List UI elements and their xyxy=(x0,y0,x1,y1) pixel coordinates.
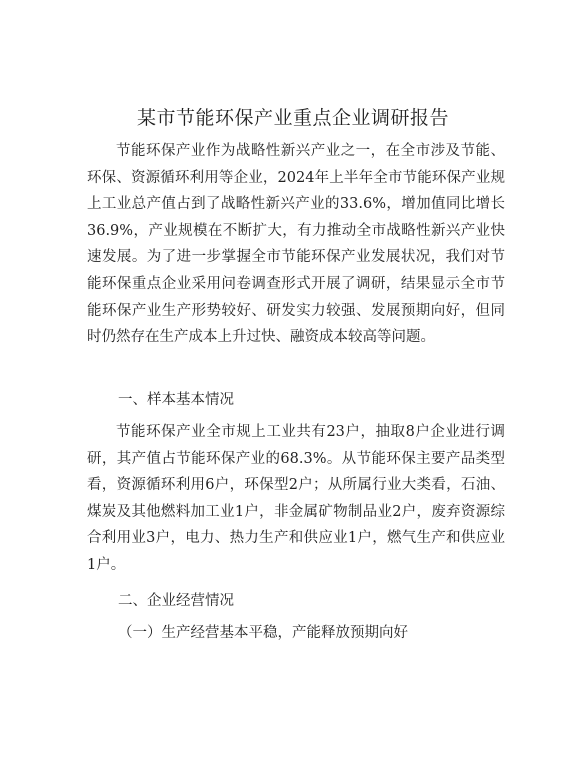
intro-paragraph: 节能环保产业作为战略性新兴产业之一，在全市涉及节能、环保、资源循环利用等企业，2024年上半年全市节能环保产业规上工业总产值占到了战略性新兴产业的33.6%，增加值同比增长36.9%，产业规模在不断扩大，有力推动全市战略性新兴产业快速发展。为了进一步掌握全市节能环保产业发展状况，我们对节能环保重点企业采用问卷调查形式开展了调研，结果显示全市节能环保产业生产形势较好、研发实力较强、发展预期向好，但同时仍然存在生产成本上升过快、融资成本较高等问题。 xyxy=(87,143,505,346)
section-heading-sample: 一、样本基本情况 xyxy=(118,392,234,408)
subsection-heading-production: （一）生产经营基本平稳，产能释放预期向好 xyxy=(118,625,408,641)
section-heading-operations: 二、企业经营情况 xyxy=(118,593,234,609)
document-title: 某市节能环保产业重点企业调研报告 xyxy=(136,107,449,129)
sample-paragraph: 节能环保产业全市规上工业共有23户，抽取8户企业进行调研，其产值占节能环保产业的68.3%。从节能环保主要产品类型看，资源循环利用6户，环保型2户；从所属行业大类看，石油、煤炭及其他燃料加工业1户，非金属矿物制品业2户，废弃资源综合利用业3户，电力、热力生产和供应业1户，燃气生产和供应业1户。 xyxy=(87,424,505,573)
